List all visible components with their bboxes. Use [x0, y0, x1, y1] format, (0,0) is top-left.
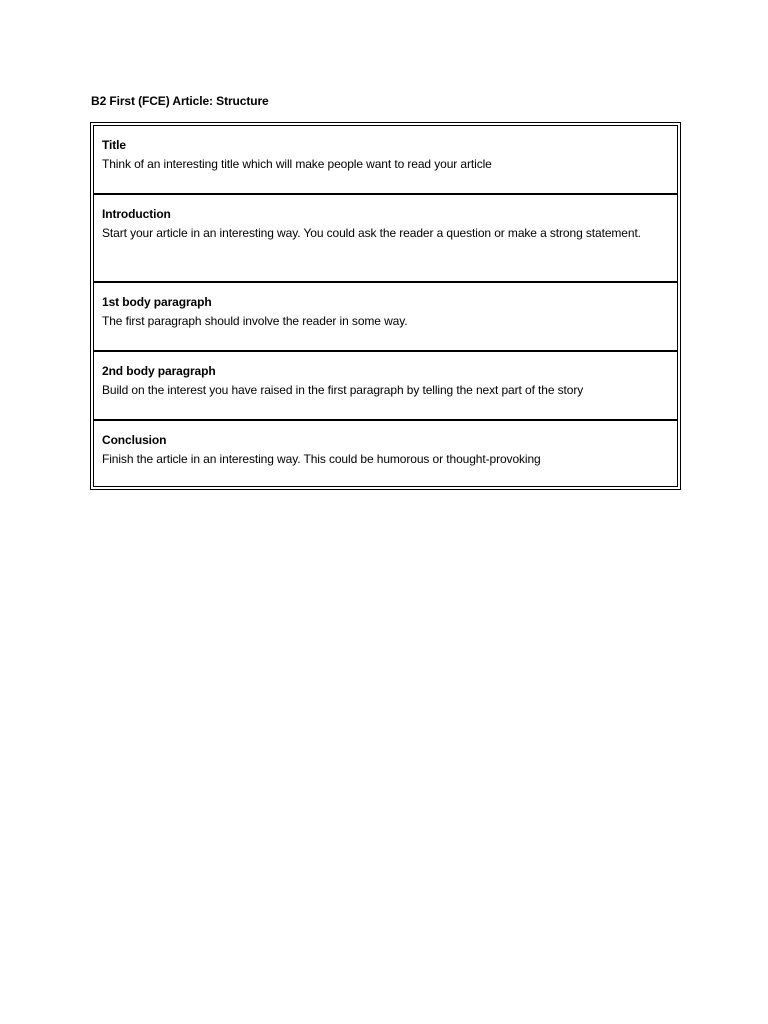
- section-title: [94, 126, 677, 195]
- section-introduction: [94, 195, 677, 283]
- section-description: Build on the interest you have raised in the first paragraph by telling the next part of the story: [102, 383, 584, 397]
- section-body-paragraph-2: [94, 352, 677, 421]
- section-body-paragraph-1: [94, 283, 677, 352]
- section-heading: Introduction: [102, 207, 171, 221]
- structure-table: [90, 122, 681, 490]
- section-description: Finish the article in an interesting way. This could be humorous or thought-provoking: [102, 452, 541, 466]
- section-description: Think of an interesting title which will make people want to read your article: [102, 157, 492, 171]
- section-description: Start your article in an interesting way. You could ask the reader a question or make a strong statement.: [102, 226, 641, 240]
- document-title: B2 First (FCE) Article: Structure: [91, 94, 269, 108]
- section-description: The first paragraph should involve the reader in some way.: [102, 314, 408, 328]
- structure-table-inner: [93, 125, 678, 487]
- section-heading: Conclusion: [102, 433, 167, 447]
- section-heading: 2nd body paragraph: [102, 364, 216, 378]
- section-conclusion: [94, 421, 677, 486]
- section-heading: Title: [102, 138, 126, 152]
- section-heading: 1st body paragraph: [102, 295, 212, 309]
